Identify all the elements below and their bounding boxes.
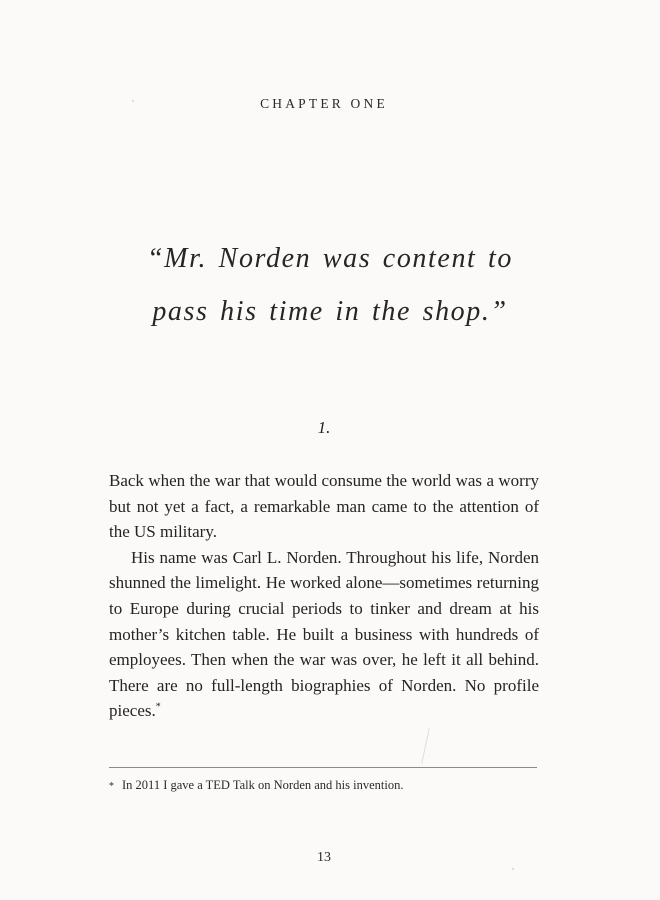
epigraph-line-2: pass his time in the shop.” [152, 296, 508, 327]
paragraph-1: Back when the war that would consume the world was a worry but not yet a fact, a remarkable man came to the attention of the US military. [109, 471, 539, 542]
scan-speck [512, 868, 514, 870]
footnote [109, 778, 539, 793]
scan-speck [132, 100, 134, 102]
footnote-text: In 2011 I gave a TED Talk on Norden and his invention. [122, 778, 404, 792]
footnote-reference: * [155, 701, 161, 713]
page-number: 13 [317, 850, 331, 865]
scan-artifact [421, 728, 429, 763]
epigraph-line-1: “Mr. Norden was content to [146, 243, 514, 274]
footnote-mark: * [109, 781, 114, 792]
paragraph-2-text: His name was Carl L. Norden. Throughout his life, Norden shunned the limelight. He worked alone—sometimes returning to Europe during crucial periods to tinker and dream at his mother’s kitchen table. He built a business with hundreds of employees. Then when the war was over, he left it all behind. There are no full-length biographies of Norden. No profile pieces. [109, 547, 539, 721]
chapter-heading: CHAPTER ONE [260, 96, 388, 111]
body-text [109, 468, 539, 724]
section-number: 1. [317, 418, 331, 437]
paragraph-2 [109, 545, 539, 724]
chapter-epigraph [80, 232, 580, 338]
footnote-divider [109, 767, 537, 768]
